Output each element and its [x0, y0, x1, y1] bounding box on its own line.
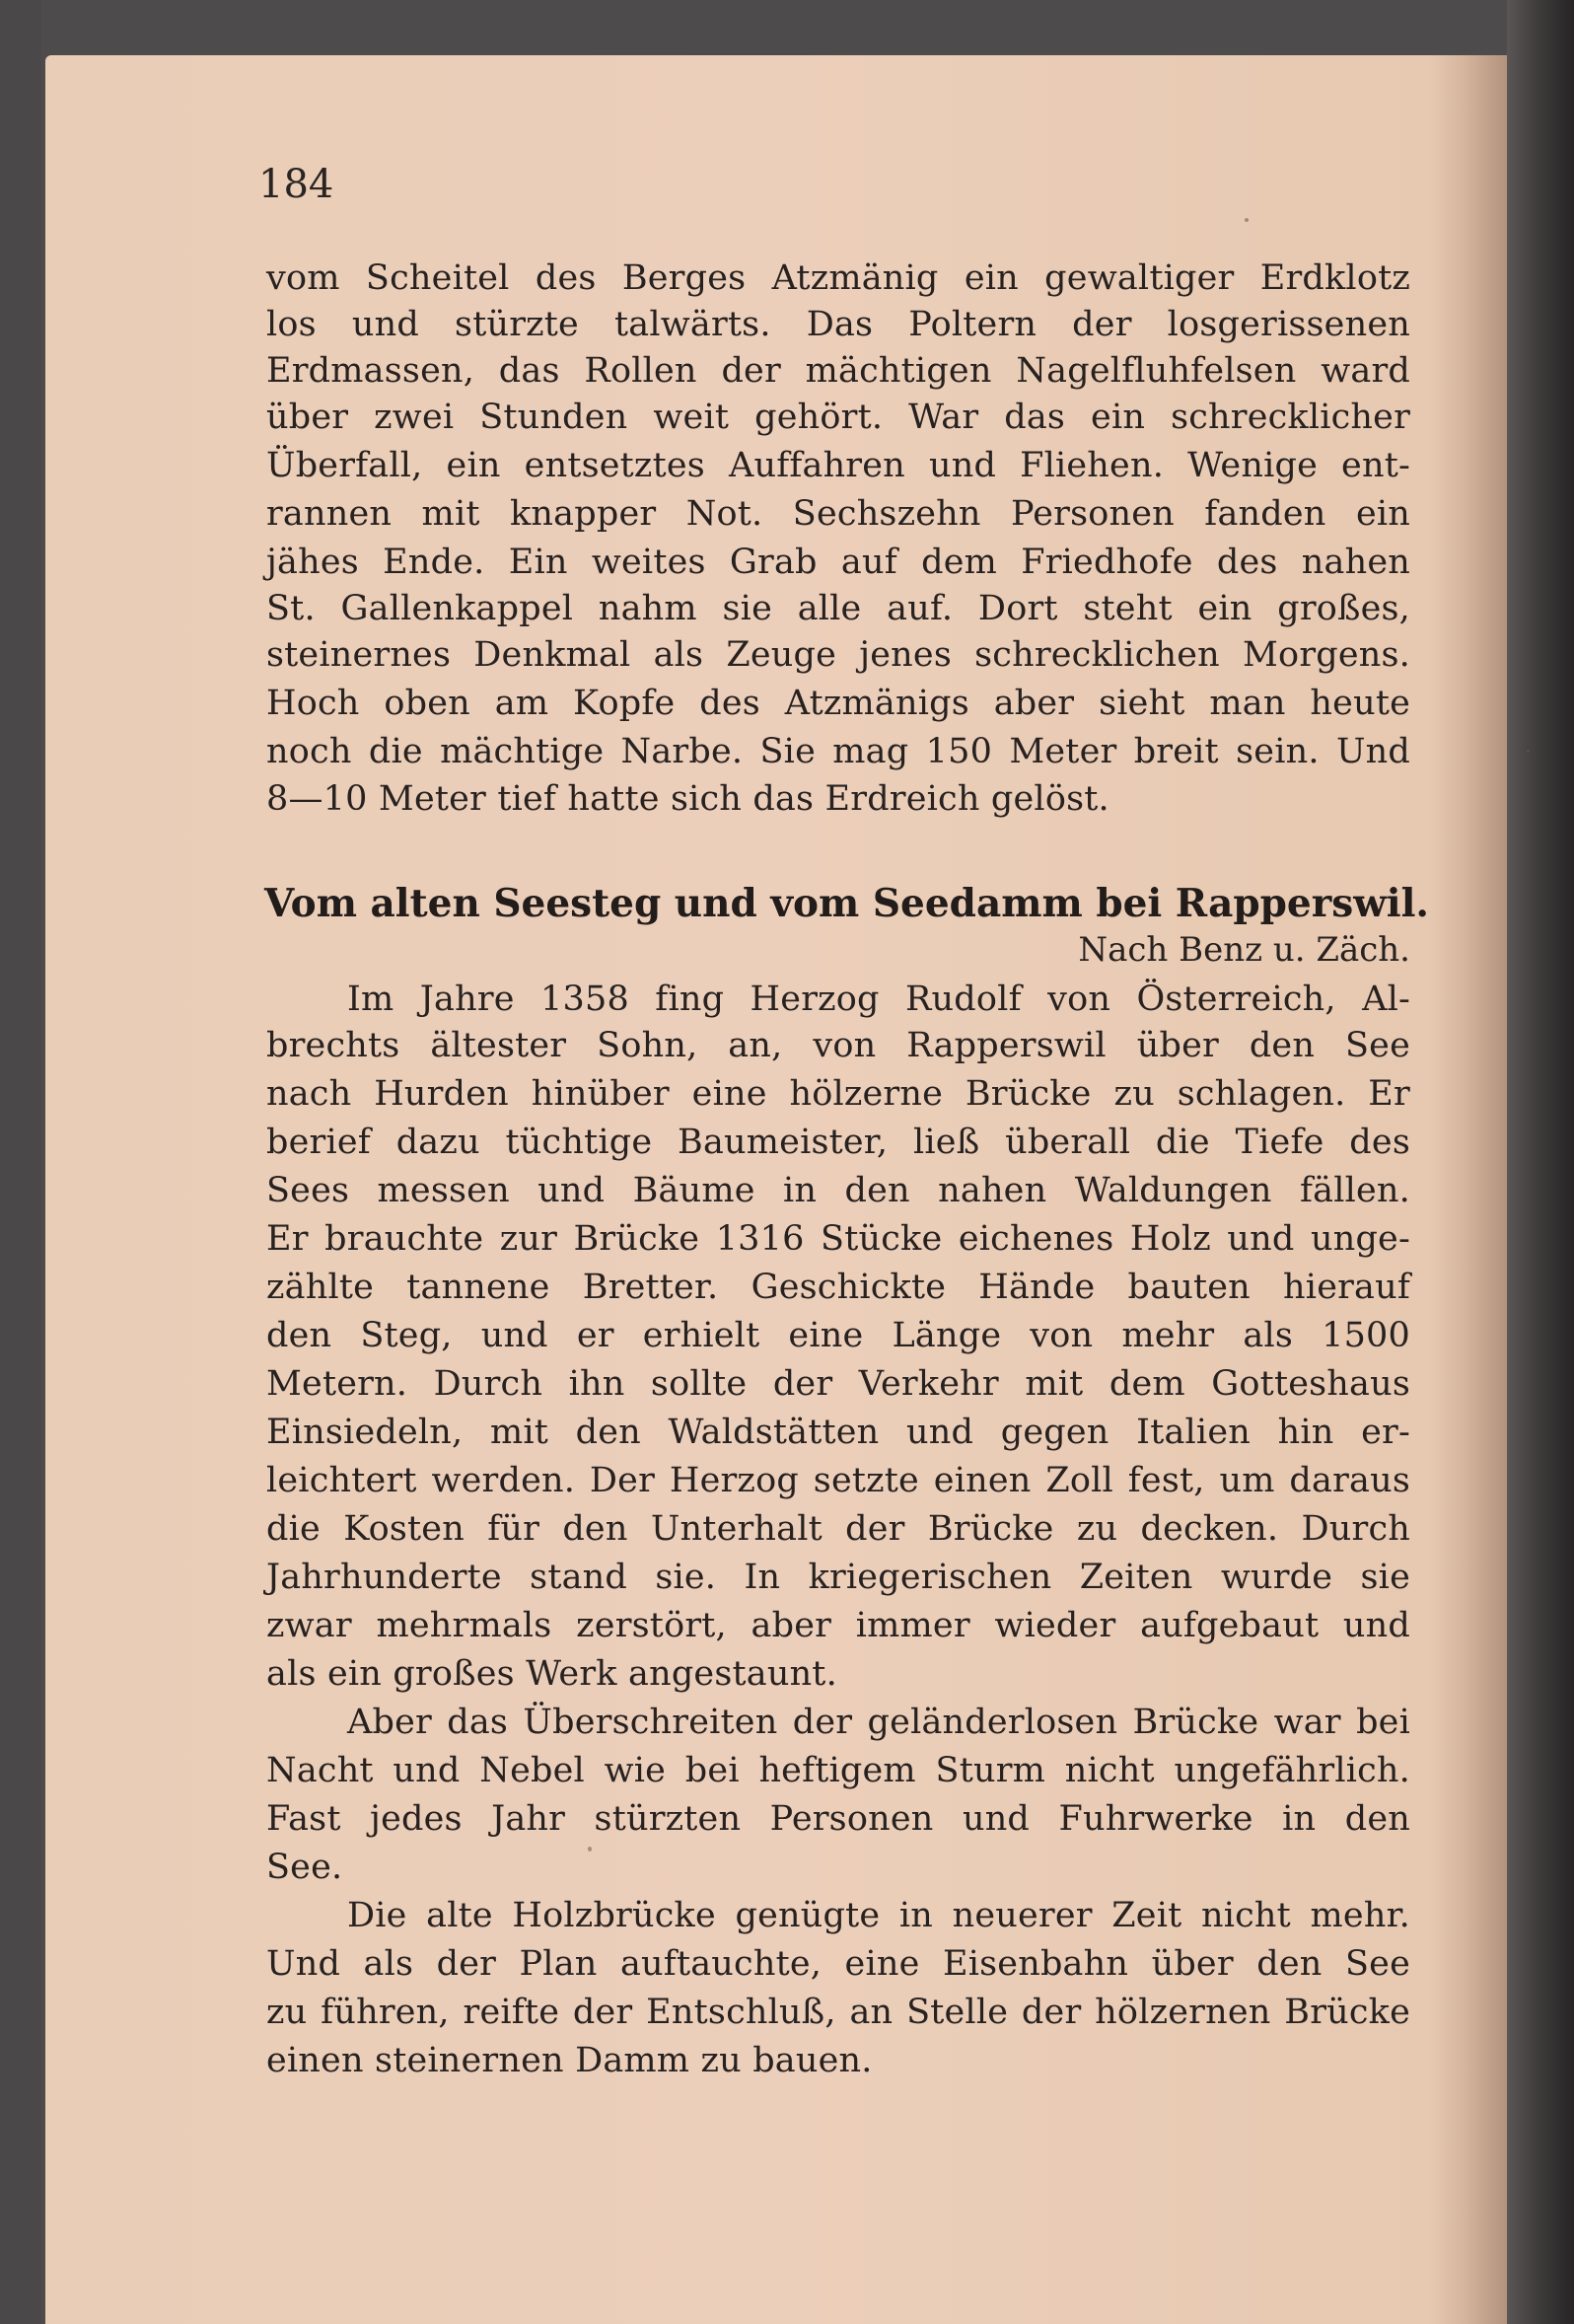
text-line: zählte tannene Bretter. Geschickte Hände bauten hierauf: [266, 1268, 1410, 1307]
text-line: Im Jahre 1358 fing Herzog Rudolf von Österreich, Al-: [347, 980, 1410, 1019]
text-line: los und stürzte talwärts. Das Poltern der losgerissenen: [266, 305, 1410, 344]
text-line: Jahrhunderte stand sie. In kriegerischen Zeiten wurde sie: [266, 1558, 1410, 1597]
source-attribution: Nach Benz u. Zäch.: [1078, 930, 1410, 970]
text-line: einen steinernen Damm zu bauen.: [266, 2041, 873, 2080]
text-line: Einsiedeln, mit den Waldstätten und gegen Italien hin er-: [266, 1413, 1410, 1452]
page-gutter-shadow: [1432, 55, 1513, 2324]
text-line: rannen mit knapper Not. Sechszehn Personen fanden ein: [266, 494, 1410, 534]
text-line: über zwei Stunden weit gehört. War das ein schrecklicher: [266, 398, 1410, 437]
text-line: berief dazu tüchtige Baumeister, ließ überall die Tiefe des: [266, 1123, 1410, 1162]
text-line: Und als der Plan auftauchte, eine Eisenbahn über den See: [266, 1944, 1410, 1984]
text-line: als ein großes Werk angestaunt.: [266, 1654, 837, 1694]
text-line: Aber das Überschreiten der geländerlosen Brücke war bei: [347, 1703, 1410, 1742]
text-line: steinernes Denkmal als Zeuge jenes schrecklichen Morgens.: [266, 635, 1410, 675]
scan-background-right: [1507, 0, 1574, 2324]
text-line: nach Hurden hinüber eine hölzerne Brücke zu schlagen. Er: [266, 1074, 1410, 1114]
text-line: Die alte Holzbrücke genügte in neuerer Zeit nicht mehr.: [347, 1896, 1410, 1935]
text-line: die Kosten für den Unterhalt der Brücke zu decken. Durch: [266, 1509, 1410, 1549]
text-line: zu führen, reifte der Entschluß, an Stelle der hölzernen Brücke: [266, 1993, 1410, 2032]
text-line: Überfall, ein entsetztes Auffahren und Fliehen. Wenige ent-: [266, 446, 1410, 485]
paper-speck: [1527, 750, 1530, 753]
text-line: vom Scheitel des Berges Atzmänig ein gewaltiger Erdklotz: [266, 258, 1410, 298]
text-line: Fast jedes Jahr stürzten Personen und Fuhrwerke in den: [266, 1799, 1410, 1839]
page-number: 184: [258, 162, 334, 207]
text-line: Metern. Durch ihn sollte der Verkehr mit dem Gotteshaus: [266, 1364, 1410, 1404]
text-line: Sees messen und Bäume in den nahen Waldungen fällen.: [266, 1171, 1410, 1210]
text-line: Er brauchte zur Brücke 1316 Stücke eichenes Holz und unge-: [266, 1219, 1410, 1259]
text-line: zwar mehrmals zerstört, aber immer wieder aufgebaut und: [266, 1606, 1410, 1645]
text-line: Nacht und Nebel wie bei heftigem Sturm nicht ungefährlich.: [266, 1751, 1410, 1790]
text-line: jähes Ende. Ein weites Grab auf dem Friedhofe des nahen: [266, 543, 1410, 582]
text-line: brechts ältester Sohn, an, von Rapperswil über den See: [266, 1026, 1410, 1065]
section-heading: Vom alten Seesteg und vom Seedamm bei Rapperswil.: [264, 881, 1430, 926]
text-line: noch die mächtige Narbe. Sie mag 150 Meter breit sein. Und: [266, 732, 1410, 771]
text-line: See.: [266, 1848, 343, 1887]
scan-background-left: [0, 0, 41, 2324]
text-line: 8—10 Meter tief hatte sich das Erdreich gelöst.: [266, 779, 1109, 819]
text-line: den Steg, und er erhielt eine Länge von mehr als 1500: [266, 1316, 1410, 1355]
text-line: leichtert werden. Der Herzog setzte einen Zoll fest, um daraus: [266, 1461, 1410, 1500]
text-line: Erdmassen, das Rollen der mächtigen Nagelfluhfelsen ward: [266, 351, 1410, 391]
paper-speck: [1245, 218, 1249, 222]
text-line: Hoch oben am Kopfe des Atzmänigs aber sieht man heute: [266, 684, 1410, 723]
text-line: St. Gallenkappel nahm sie alle auf. Dort steht ein großes,: [266, 589, 1410, 628]
